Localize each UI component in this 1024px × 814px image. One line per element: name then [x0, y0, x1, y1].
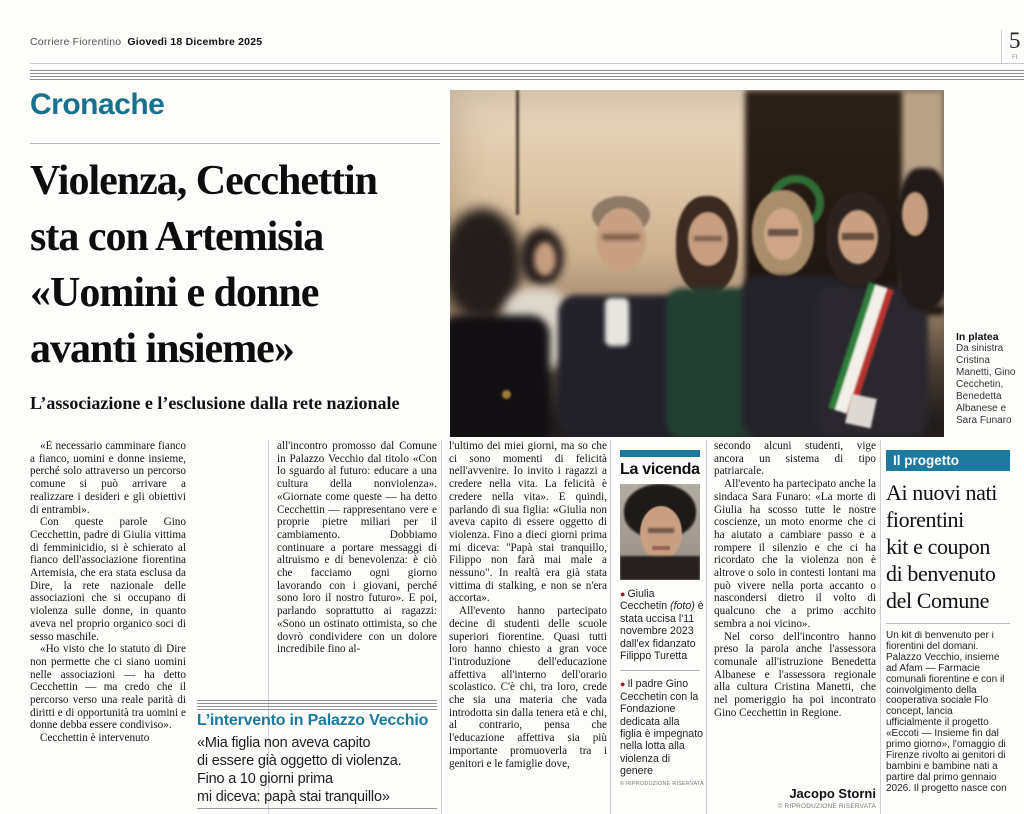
byline: Jacopo Storni	[714, 786, 876, 801]
quote-box-title: L’intervento in Palazzo Vecchio	[197, 712, 429, 729]
column-rule	[880, 440, 881, 814]
page-date: Giovedì 18 Dicembre 2025	[127, 36, 263, 48]
sidebar-copyright: © RIPRODUZIONE RISERVATA	[620, 780, 704, 787]
headline-rule	[30, 143, 440, 144]
sidebar-la-vicenda	[620, 450, 704, 787]
photo-bag	[450, 315, 550, 437]
photo-woman-eyes	[694, 236, 722, 241]
portrait-coat	[620, 556, 700, 580]
portrait-face	[640, 506, 682, 560]
photo-figure-face	[534, 242, 556, 276]
project-headline-line: fiorentini	[886, 507, 964, 532]
project-headline	[886, 479, 1012, 614]
project-headline-line: del Comune	[886, 588, 989, 613]
quote-line: mi diceva: papà stai tranquillo»	[197, 789, 390, 805]
headline-line: Violenza, Cecchettin	[30, 158, 378, 204]
quote-box-top-rules	[197, 700, 437, 710]
quote-box	[197, 712, 437, 806]
sidebar-item-text: Il padre Gino Cecchetin con la Fondazione dedicata alla figlia è impegnato nella lotta alla violenza di genere	[620, 678, 704, 778]
masthead	[30, 36, 262, 48]
sidebar-title: La vicenda	[620, 461, 700, 478]
project-box	[886, 450, 1012, 810]
project-headline-line: Ai nuovi nati	[886, 480, 997, 505]
paragraph: «È necessario camminare fianco a fianco, uomini e donne insieme, perché solo attraverso un percorso comune si può arrivare a realizzare i desideri e gli obiettivi di entrambi».	[30, 440, 186, 516]
photo-caption-title: In platea	[956, 331, 999, 343]
article-column-1	[30, 440, 186, 814]
paper-name: Corriere Fiorentino	[30, 36, 122, 48]
headline-line: avanti insieme»	[30, 326, 294, 372]
portrait-eyes	[648, 528, 674, 533]
section-title: Cronache	[30, 88, 165, 121]
paragraph: Cecchettin è intervenuto	[40, 732, 150, 745]
audience-photo	[450, 90, 944, 437]
red-bullet-icon: ●	[620, 679, 626, 690]
article-column-3	[449, 440, 607, 814]
article-column-2	[277, 440, 437, 692]
quote-line: Fino a 10 giorni prima	[197, 771, 333, 787]
edition-code: FI	[1012, 55, 1018, 61]
quote-line: «Mia figlia non aveva capito	[197, 735, 371, 751]
quote-box-bottom-rule	[197, 808, 437, 809]
portrait-smile	[652, 546, 670, 550]
sidebar-item	[620, 678, 704, 777]
photo-figure-face	[902, 192, 928, 236]
photo-figure-hair	[896, 168, 944, 310]
paragraph: Con queste parole Gino Cecchettin, padre di Giulia vittima di femminicidio, si è schierato al fianco dell'associazione fiorentina Artemisia, che era stata esclusa da Dire, la rete nazionale delle associazioni che si occupano di violenza sulle donne, in quanto aveva nel proprio organico soci di sesso maschile.	[30, 516, 186, 643]
sidebar-item-foto: (foto)	[670, 600, 695, 613]
photo-glasses	[842, 233, 874, 240]
red-bullet-icon: ●	[620, 589, 626, 599]
sidebar-divider	[620, 670, 700, 671]
quote-line: di essere già oggetto di violenza.	[197, 753, 402, 769]
paragraph: «Ho visto che lo statuto di Dire non permette che ci siano uomini nelle associazioni — ha detto Cecchettin — ma credo che il percorso verso una reale parità di diritti e di opportunità tra uomini e donne debba essere condiviso».	[30, 643, 186, 732]
paragraph: all'incontro promosso dal Comune in Palazzo Vecchio dal titolo «Con lo sguardo al futuro: educare a una cultura della nonviolenza». «Giornate come queste — ha detto Cecchettin — rappresentano vere e proprie pietre miliari per il cambiamento. Dobbiamo continuare a portare messaggi di altruismo e di benevolenza: è ciò che facciamo ogni giorno lavorando con i giovani, perché sono loro il nostro futuro». E poi, parlando soprattutto ai ragazzi: «Sono un ostinato ottimista, so che dovrò condividere con un dolore incredibile fino al-	[277, 440, 437, 656]
photo-man-eyes	[602, 234, 640, 240]
paragraph: l'ultimo dei miei giorni, ma so che ci sono momenti di felicità nell'avvenire. Io invito i ragazzi a credere nella vita. La felicità è credere nella vita». E quindi, parlando di sua figlia: «Giulia non aveva capito di essere oggetto di violenza. Fino a dieci giorni prima mi diceva: "Papà stai tranquillo, Filippo non farà mai male a nessuno". In realtà era già stata vittima di stalking, e non se n'era accorta».	[449, 440, 607, 605]
sidebar-item	[620, 588, 704, 662]
project-headline-line: di benvenuto	[886, 561, 996, 586]
headline-line: sta con Artemisia	[30, 214, 324, 260]
masthead-rule	[30, 63, 1024, 64]
article-copyright: © RIPRODUZIONE RISERVATA	[777, 803, 876, 810]
article-subtitle: L’associazione e l’esclusione dalla rete nazionale	[30, 393, 400, 413]
giulia-portrait-photo	[620, 484, 700, 580]
project-divider	[886, 623, 1010, 624]
photo-mic-stand	[516, 90, 519, 215]
project-box-label: Il progetto	[886, 450, 1010, 471]
project-body: Un kit di benvenuto per i fiorentini del domani. Palazzo Vecchio, insieme ad Afam — Farmacie comunali fiorentine e con il coinvolgimento della cooperativa sociale Flo concept, lancia ufficialmente il progetto «Eccoti — Insieme fin dal primo giorno», l'omaggio di Firenze rivolto ai genitori di bambini e bambine nati a partire dal primo gennaio 2026. Il progetto nasce con	[886, 631, 1007, 794]
article-headline	[30, 153, 445, 377]
paragraph: All'evento ha partecipato anche la sindaca Sara Funaro: «La morte di Giulia ha scosso tutte le nostre coscienze, un moto enorme che ci ha aiutato a cambiare passo e a rompere il silenzio e che ci ha ricordato che la violenza non è altrove o solo in contesti lontani ma può vivere nella porta accanto o nascondersi dietro il volto di qualcuno che a primo acchito sembra a noi vicino».	[714, 478, 876, 630]
sidebar-accent-bar	[620, 450, 700, 457]
folio-divider	[1001, 30, 1002, 64]
headline-line: «Uomini e donne	[30, 270, 319, 316]
paragraph: Nel corso dell'incontro hanno preso la parola anche l'assessora comunale all'istruzione Benedetta Albanese e l'assessora regionale alla cultura Cristina Manetti, che nel pomeriggio ha poi incontrato Gino Cecchettin in Regione.	[714, 630, 876, 719]
project-headline-line: kit e coupon	[886, 534, 990, 559]
photo-glasses	[768, 229, 798, 236]
photo-bag-clasp	[502, 390, 511, 399]
masthead-multirule	[30, 70, 1024, 80]
column-rule	[441, 440, 442, 814]
photo-caption	[956, 331, 1020, 427]
article-column-4	[714, 440, 876, 814]
column-rule	[706, 440, 707, 814]
sidebar-item-text: è stata uccisa l'11 novembre 2023 dall'ex fidanzato Filippo Turetta	[620, 600, 704, 663]
page-number: 5	[1009, 28, 1021, 53]
photo-caption-text: Da sinistra Cristina Manetti, Gino Cecchetin, Benedetta Albanese e Sara Funaro	[956, 343, 1016, 426]
paragraph: All'evento hanno partecipato decine di studenti delle scuole superiori fiorentine. Quasi tutti loro hanno chiesto a gran voce l'introduzione dell'educazione affettiva all'interno dell'orario scolastico. C'è chi, tra loro, crede che sia una materia che vada introdotta sin dalla tenera età e chi, al contrario, pensa che l'educazione affettiva sia più importante promuoverla tra i genitori e le famiglie dove,	[449, 605, 607, 770]
column-rule	[610, 440, 611, 814]
photo-man-shirt	[605, 298, 629, 346]
column-4-text	[714, 440, 876, 780]
sidebar-item-text: Giulia Cecchetin	[620, 588, 671, 613]
photo-man-face	[596, 208, 646, 272]
paragraph: secondo alcuni studenti, vige ancora un sistema di tipo patriarcale.	[714, 440, 876, 478]
